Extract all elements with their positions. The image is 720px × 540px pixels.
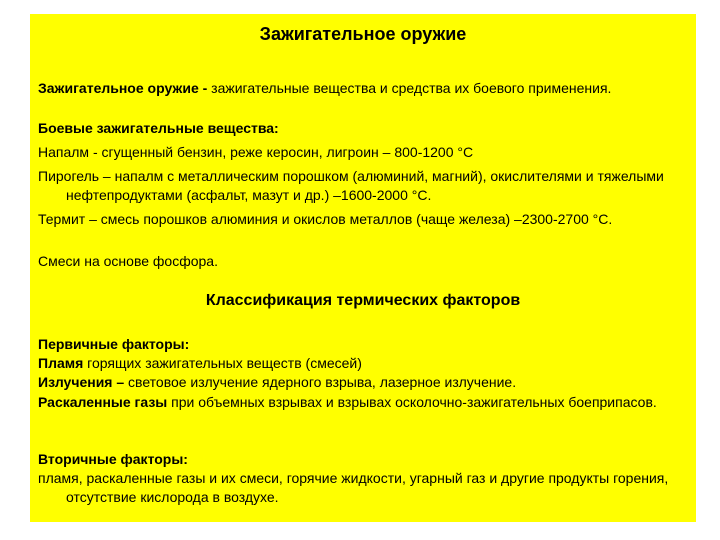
hot-gases-term: Раскаленные газы <box>38 394 168 410</box>
intro-paragraph <box>38 79 712 98</box>
secondary-factors-text: пламя, раскаленные газы и их смеси, горячие жидкости, угарный газ и другие продукты горения, отсутствие кислорода в воздухе. <box>38 470 669 505</box>
intro-definition: зажигательные вещества и средства их боевого применения. <box>207 80 612 96</box>
napalm-item: Напалм - сгущенный бензин, реже керосин, лигроин – 800-1200 °С <box>38 144 474 160</box>
pirogel-item: Пирогель – напалм с металлическим порошком (алюминий, магний), окислителями и тяжелыми нефтепродуктами (асфальт, мазут и др.) –1600-2000 °С. <box>38 168 664 203</box>
classification-title: Классификация термических факторов <box>205 292 521 309</box>
secondary-factors-heading: Вторичные факторы: <box>38 451 188 467</box>
flame-text: горящих зажигательных веществ (смесей) <box>83 355 362 371</box>
hot-gases-item <box>38 393 712 412</box>
termit-item: Термит – смесь порошков алюминия и окислов металлов (чаще железа) –2300-2700 °С. <box>38 211 613 227</box>
combat-substances-heading: Боевые зажигательные вещества: <box>38 120 279 136</box>
hot-gases-text: при объемных взрывах и взрывах осколочно-зажигательных боеприпасов. <box>167 394 657 410</box>
radiation-item <box>38 373 712 392</box>
flame-item <box>38 354 712 373</box>
intro-term: Зажигательное оружие - <box>38 80 208 96</box>
slide <box>30 14 696 522</box>
radiation-term: Излучения – <box>38 374 125 390</box>
slide-title: Зажигательное оружие <box>259 24 467 44</box>
primary-factors-heading: Первичные факторы: <box>38 336 190 352</box>
radiation-text: световое излучение ядерного взрыва, лазерное излучение. <box>124 374 517 390</box>
flame-term: Пламя <box>38 355 84 371</box>
phosphorus-item: Смеси на основе фосфора. <box>38 253 218 269</box>
